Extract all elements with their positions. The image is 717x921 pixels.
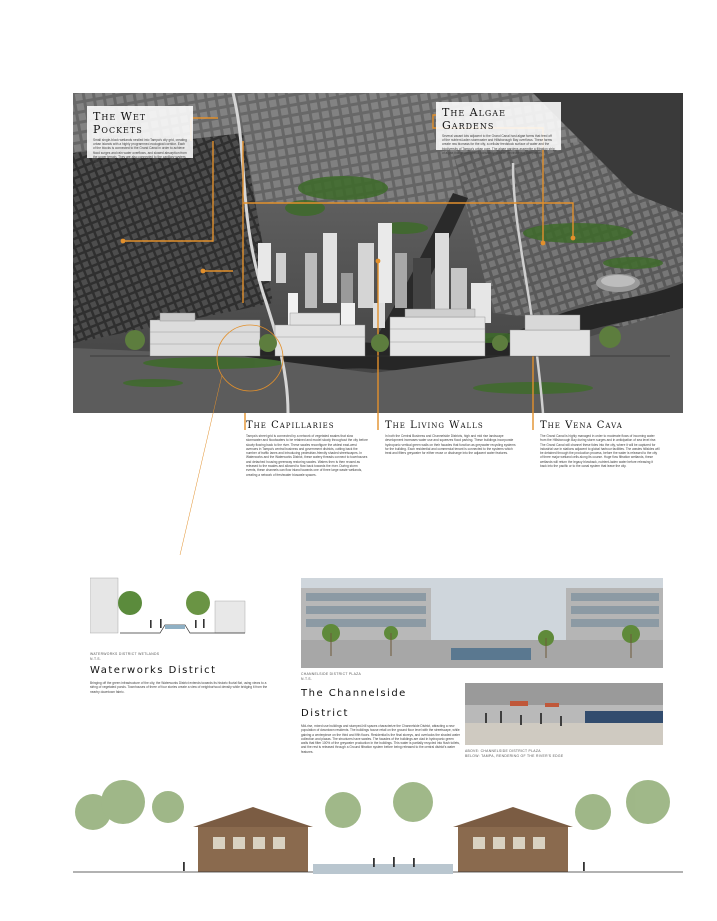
living-walls-title: The Living Walls	[385, 420, 484, 431]
channelside-title-1: The Channelside	[301, 688, 407, 699]
channelside-scale: N.T.S.	[301, 677, 313, 681]
capillaries-body: Tampa's street grid is connected by a network of vegetated swales that slow stormwater and floodwaters to be retained and model slowly throughout the city before slowly flowing back to the river. These swales reconfigure the widest east-west avenues in Tampa's central business and government districts, cutting back the number of traffic lanes and introducing pedestrian-friendly shaded streetscapes. In Waterworks and the Waterworks District, these watery threads connect to townhouses and detached housing greenway restoring swales. Waters then is then reused as released to the swales and allowed to flow back towards the river. During storm events, these channels can flow inland towards one of three large waste wetlands, creating a network of freshwater bioswale spaces.	[246, 434, 368, 477]
wet-pockets-body: Small single-block wetlands nestled into Tampa's city grid, creating urban islands with a highly programmed ecological corridor. Each of the blocks is connected to the Grand Canal in order to achieve flood surges and rain water overflows, and slowed absorption from the upper terrain. They are also connected to the capillary system, each receiving and releasing water depending on the constructed gradient.	[93, 138, 187, 168]
channelside-text	[301, 688, 461, 754]
vena-cava-title: The Vena Cava	[540, 420, 623, 431]
vena-cava-body: The Grand Canal is highly managed in order to moderate flows of incoming water from the Hillsborough Bay during storm surges and in anticipation of sea level rise. The Grand Canal will channel these tides into the city, where it will be captured for industrial use in stations adjacent to global harbour facilities. The wastes hillsides will be detained through the production process, before the water is released to the city of three major wetland cells along its course. Huge flow filtration wetlands, these wetlands will return the legacy blowback, nutrient-laden water before releasing it back into the pacific or to the canal system that leave the city.	[540, 434, 660, 469]
living-walls-body: In both the Central Business and Channelside Districts, high and mid rise landscape development increases water use and squeezes flood parking. These buildings incorporate hydroponic vertical green walls on their facades that function as greywater recycling systems for the building. Each residential and commercial tenant is connected to the systems which treat and filters greywater for either reuse or discharge into the adjacent water features.	[385, 434, 516, 456]
waterworks-scale: N.T.S.	[90, 657, 102, 661]
waterworks-title: Waterworks District	[90, 665, 217, 676]
channelside-body: Mid-rise, mixed use buildings and stumped-hill spaces characterize the Channelside District, attracting a new population of downtown residents. The buildings house retail on the ground floor level with the streetscape, while gaining a centerpiece on the third and fifth floors. Residential is the final storeys, and overlooks the shaded water collection and plazas. The structures have swales. The facades of the buildings are clad in hydroponic green walls that filter 100% of the greywater production in the buildings. This water is partially recycled into flush toilets, and the rest is released through a Ground filtration system before being released to the central district's water features.	[301, 724, 460, 754]
plaza-caption-1: ABOVE: CHANNELSIDE DISTRICT PLAZA	[465, 749, 541, 753]
wet-pockets-title: The Wet Pockets	[93, 110, 147, 136]
channelside-plaza-render	[301, 578, 663, 668]
waterworks-text	[90, 665, 290, 694]
waterworks-caption: WATERWORKS DISTRICT WETLANDS	[90, 652, 160, 656]
algae-gardens-title: The Algae Gardens	[442, 106, 506, 132]
capillaries-title: The Capillaries	[246, 420, 335, 431]
channelside-title-2: District	[301, 708, 349, 719]
channelside-plaza-photo	[465, 683, 663, 745]
plaza-caption-2: BELOW: TAMPA, RENDERING OF THE RIVER'S EDGE	[465, 754, 564, 758]
river-edge-section	[73, 772, 683, 884]
waterworks-wetland-section	[90, 573, 250, 648]
street-section-drawing	[90, 305, 670, 580]
waterworks-body: Bringing off the green infrastructure of the city, the Waterworks District extends towards its historic fluvial flat, using views to a string of vegetated ponds. Townhouses of three of four stories create a view of neighborhood density while bridging it from the nearby downtown fabric.	[90, 681, 268, 694]
algae-gardens-body: Several vacant lots adjacent to the Grand Canal host algae farms that feed off of the nutrient-laden stormwater and Hillsborough Bay overflows. These farms create raw biomass for the city, a cellular feedstock surface of water and the biodiversity of Tampa's urban core. The algae gardens assemble a filtration strip of algae that growing land, constantly outside, environment completion.	[442, 134, 555, 155]
channelside-caption: CHANNELSIDE DISTRICT PLAZA	[301, 672, 362, 676]
